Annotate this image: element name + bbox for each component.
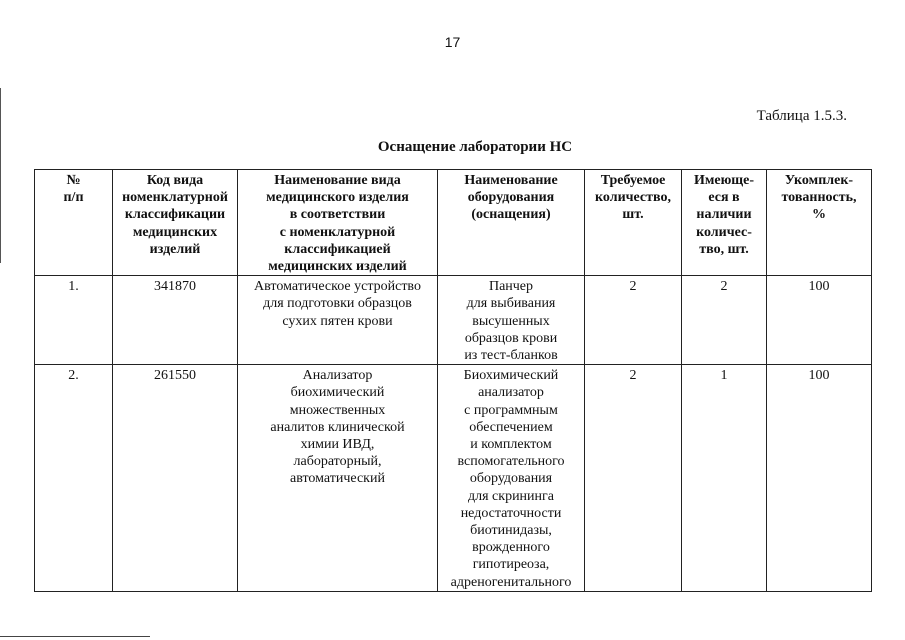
cell-available-qty: 2 (682, 276, 767, 365)
header-completeness: Укомплек- тованность, % (767, 170, 872, 276)
header-row (35, 170, 872, 276)
cell-code: 261550 (113, 365, 238, 592)
cell-required-qty: 2 (585, 276, 682, 365)
table-label: Таблица 1.5.3. (756, 108, 847, 124)
footnote-rule (0, 636, 150, 637)
header-number: № п/п (35, 170, 113, 276)
cell-device-type: Автоматическое устройство для подготовки образцов сухих пятен крови (238, 276, 438, 365)
cell-equipment-name: Биохимический анализатор с программным обеспечением и комплектом вспомогательного оборудования для скрининга недостаточности биотинидазы, врожденного гипотиреоза, адреногенитального (438, 365, 585, 592)
cell-equipment-name: Панчер для выбивания высушенных образцов крови из тест-бланков (438, 276, 585, 365)
left-margin-mark (0, 88, 1, 263)
header-device-type: Наименование вида медицинского изделия в соответствии с номенклатурной классификацией медицинских изделий (238, 170, 438, 276)
header-required-qty: Требуемое количество, шт. (585, 170, 682, 276)
equipment-table (34, 169, 872, 592)
table-header (35, 170, 872, 276)
header-code: Код вида номенклатурной классификации медицинских изделий (113, 170, 238, 276)
cell-required-qty: 2 (585, 365, 682, 592)
cell-number: 1. (35, 276, 113, 365)
table-row (35, 365, 872, 592)
cell-number: 2. (35, 365, 113, 592)
header-equipment-name: Наименование оборудования (оснащения) (438, 170, 585, 276)
cell-device-type: Анализатор биохимический множественных аналитов клинической химии ИВД, лабораторный, автоматический (238, 365, 438, 592)
cell-code: 341870 (113, 276, 238, 365)
page-number: 17 (444, 34, 461, 50)
header-available-qty: Имеюще- еся в наличии количес- тво, шт. (682, 170, 767, 276)
cell-available-qty: 1 (682, 365, 767, 592)
document-title: Оснащение лаборатории НС (377, 139, 573, 155)
cell-completeness: 100 (767, 365, 872, 592)
cell-completeness: 100 (767, 276, 872, 365)
table-row (35, 276, 872, 365)
